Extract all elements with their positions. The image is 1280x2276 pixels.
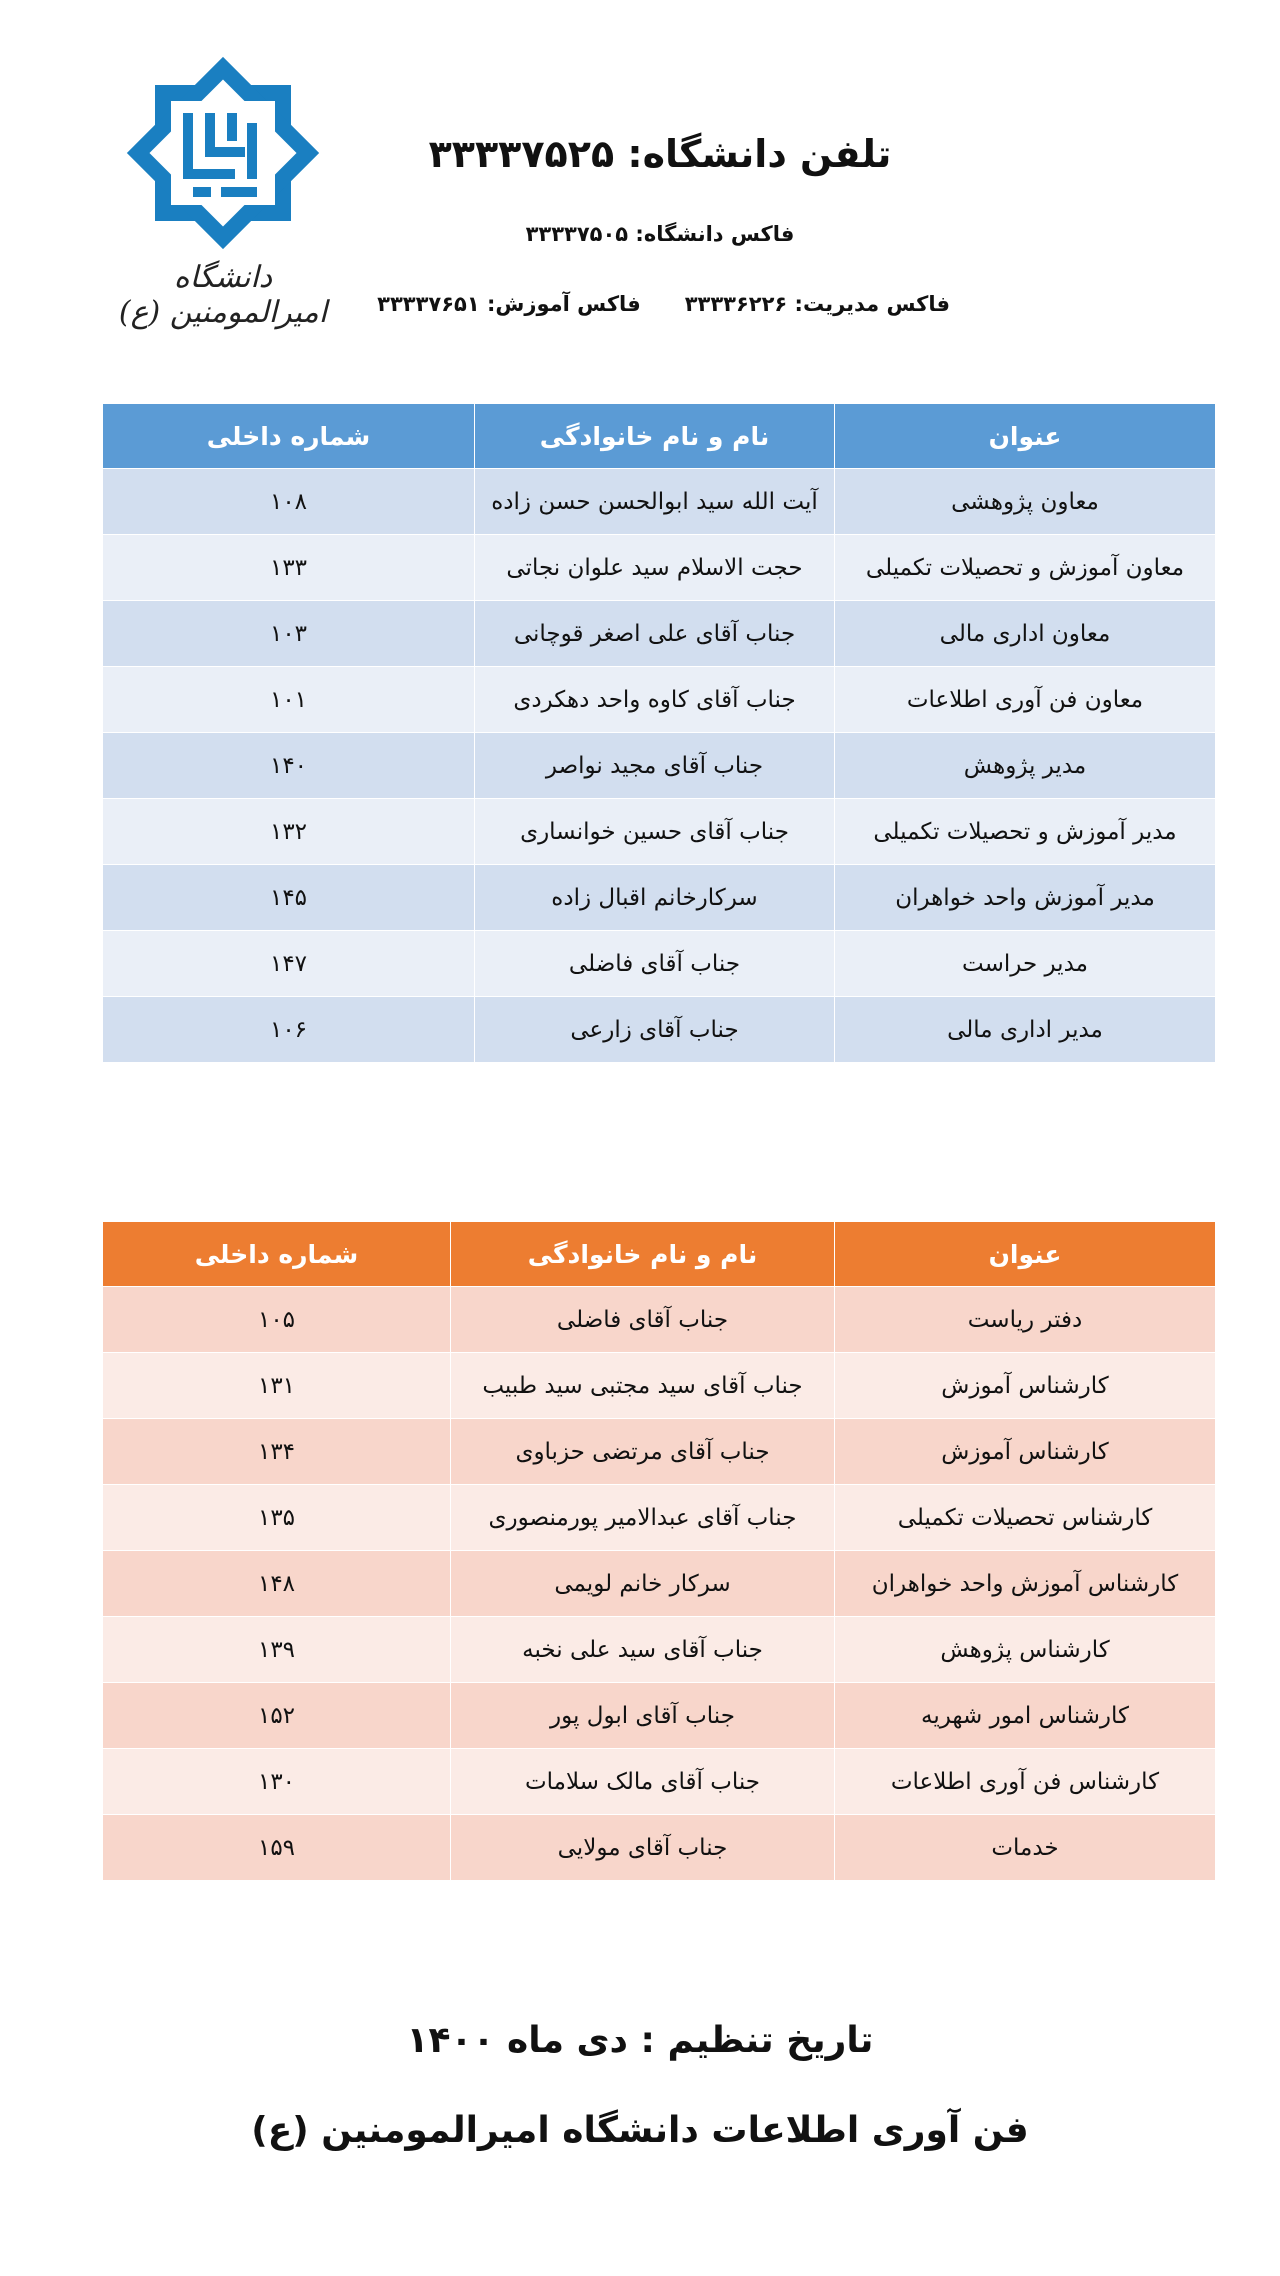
cell-extension: ۱۴۵: [103, 865, 475, 931]
cell-title: خدمات: [835, 1815, 1216, 1881]
cell-title: کارشناس پژوهش: [835, 1617, 1216, 1683]
cell-title: مدیر آموزش واحد خواهران: [835, 865, 1216, 931]
cell-name: سرکار خانم لویمی: [451, 1551, 835, 1617]
table-row: [103, 1815, 1216, 1881]
cell-name: جناب آقای مرتضی حزباوی: [451, 1419, 835, 1485]
education-fax: فاکس آموزش: ۳۳۳۳۷۶۵۱: [377, 292, 641, 316]
staff-directory-table: [102, 1221, 1216, 1881]
cell-name: جناب آقای فاضلی: [451, 1287, 835, 1353]
cell-extension: ۱۰۸: [103, 469, 475, 535]
cell-title: مدیر حراست: [835, 931, 1216, 997]
cell-extension: ۱۳۱: [103, 1353, 451, 1419]
cell-title: معاون فن آوری اطلاعات: [835, 667, 1216, 733]
cell-title: مدیر آموزش و تحصیلات تکمیلی: [835, 799, 1216, 865]
officials-directory-table: [102, 403, 1216, 1063]
cell-name: جناب آقای فاضلی: [475, 931, 835, 997]
cell-extension: ۱۴۷: [103, 931, 475, 997]
cell-name: جناب آقای مجید نواصر: [475, 733, 835, 799]
cell-title: کارشناس تحصیلات تکمیلی: [835, 1485, 1216, 1551]
cell-name: آیت الله سید ابوالحسن حسن زاده: [475, 469, 835, 535]
cell-extension: ۱۵۹: [103, 1815, 451, 1881]
cell-name: سرکارخانم اقبال زاده: [475, 865, 835, 931]
cell-name: جناب آقای ابول پور: [451, 1683, 835, 1749]
table-row: [103, 1617, 1216, 1683]
cell-extension: ۱۳۲: [103, 799, 475, 865]
cell-title: معاون اداری مالی: [835, 601, 1216, 667]
cell-extension: ۱۴۰: [103, 733, 475, 799]
cell-name: حجت الاسلام سید علوان نجاتی: [475, 535, 835, 601]
cell-extension: ۱۰۱: [103, 667, 475, 733]
university-fax: فاکس دانشگاه: ۳۳۳۳۷۵۰۵: [525, 222, 795, 246]
university-logo: [118, 48, 328, 330]
table-row: [103, 997, 1216, 1063]
table-row: [103, 1551, 1216, 1617]
cell-name: جناب آقای حسین خوانساری: [475, 799, 835, 865]
table-row: [103, 535, 1216, 601]
cell-title: معاون پژوهشی: [835, 469, 1216, 535]
cell-extension: ۱۳۳: [103, 535, 475, 601]
cell-extension: ۱۰۵: [103, 1287, 451, 1353]
cell-extension: ۱۰۳: [103, 601, 475, 667]
cell-name: جناب آقای مالک سلامات: [451, 1749, 835, 1815]
logo-emblem-icon: [118, 48, 328, 258]
cell-name: جناب آقای سید مجتبی سید طبیب: [451, 1353, 835, 1419]
cell-title: کارشناس امور شهریه: [835, 1683, 1216, 1749]
cell-title: کارشناس آموزش واحد خواهران: [835, 1551, 1216, 1617]
compiled-date: تاریخ تنظیم : دی ماه ۱۴۰۰: [406, 2020, 874, 2061]
cell-title: معاون آموزش و تحصیلات تکمیلی: [835, 535, 1216, 601]
table-header: [103, 404, 1216, 469]
cell-title: کارشناس فن آوری اطلاعات: [835, 1749, 1216, 1815]
cell-name: جناب آقای سید علی نخبه: [451, 1617, 835, 1683]
column-header-extension: شماره داخلی: [103, 404, 475, 469]
management-fax: فاکس مدیریت: ۳۳۳۳۶۲۲۶: [684, 292, 950, 316]
cell-extension: ۱۰۶: [103, 997, 475, 1063]
column-header-name: نام و نام خانوادگی: [475, 404, 835, 469]
university-name-caption: دانشگاه امیرالمومنین (ع): [118, 260, 328, 330]
cell-title: کارشناس آموزش: [835, 1419, 1216, 1485]
cell-title: دفتر ریاست: [835, 1287, 1216, 1353]
cell-extension: ۱۳۹: [103, 1617, 451, 1683]
table-row: [103, 799, 1216, 865]
cell-name: جناب آقای مولایی: [451, 1815, 835, 1881]
table-row: [103, 931, 1216, 997]
table-row: [103, 1485, 1216, 1551]
fax-numbers-line: [360, 292, 950, 316]
table-row: [103, 1353, 1216, 1419]
table-row: [103, 1287, 1216, 1353]
table-row: [103, 469, 1216, 535]
cell-name: جناب آقای عبدالامیر پورمنصوری: [451, 1485, 835, 1551]
column-header-title: عنوان: [835, 404, 1216, 469]
cell-extension: ۱۳۵: [103, 1485, 451, 1551]
table-row: [103, 1683, 1216, 1749]
table-row: [103, 601, 1216, 667]
university-phone: تلفن دانشگاه: ۳۳۳۳۷۵۲۵: [428, 132, 892, 176]
column-header-extension: شماره داخلی: [103, 1222, 451, 1287]
table-row: [103, 667, 1216, 733]
table-header: [103, 1222, 1216, 1287]
table-row: [103, 733, 1216, 799]
cell-extension: ۱۳۰: [103, 1749, 451, 1815]
cell-name: جناب آقای کاوه واحد دهکردی: [475, 667, 835, 733]
cell-title: مدیر اداری مالی: [835, 997, 1216, 1063]
cell-name: جناب آقای زارعی: [475, 997, 835, 1063]
cell-extension: ۱۴۸: [103, 1551, 451, 1617]
department-name: فن آوری اطلاعات دانشگاه امیرالمومنین (ع): [251, 2110, 1029, 2151]
table-row: [103, 1419, 1216, 1485]
cell-title: مدیر پژوهش: [835, 733, 1216, 799]
table-row: [103, 865, 1216, 931]
column-header-name: نام و نام خانوادگی: [451, 1222, 835, 1287]
cell-extension: ۱۵۲: [103, 1683, 451, 1749]
column-header-title: عنوان: [835, 1222, 1216, 1287]
cell-extension: ۱۳۴: [103, 1419, 451, 1485]
cell-title: کارشناس آموزش: [835, 1353, 1216, 1419]
cell-name: جناب آقای علی اصغر قوچانی: [475, 601, 835, 667]
table-row: [103, 1749, 1216, 1815]
